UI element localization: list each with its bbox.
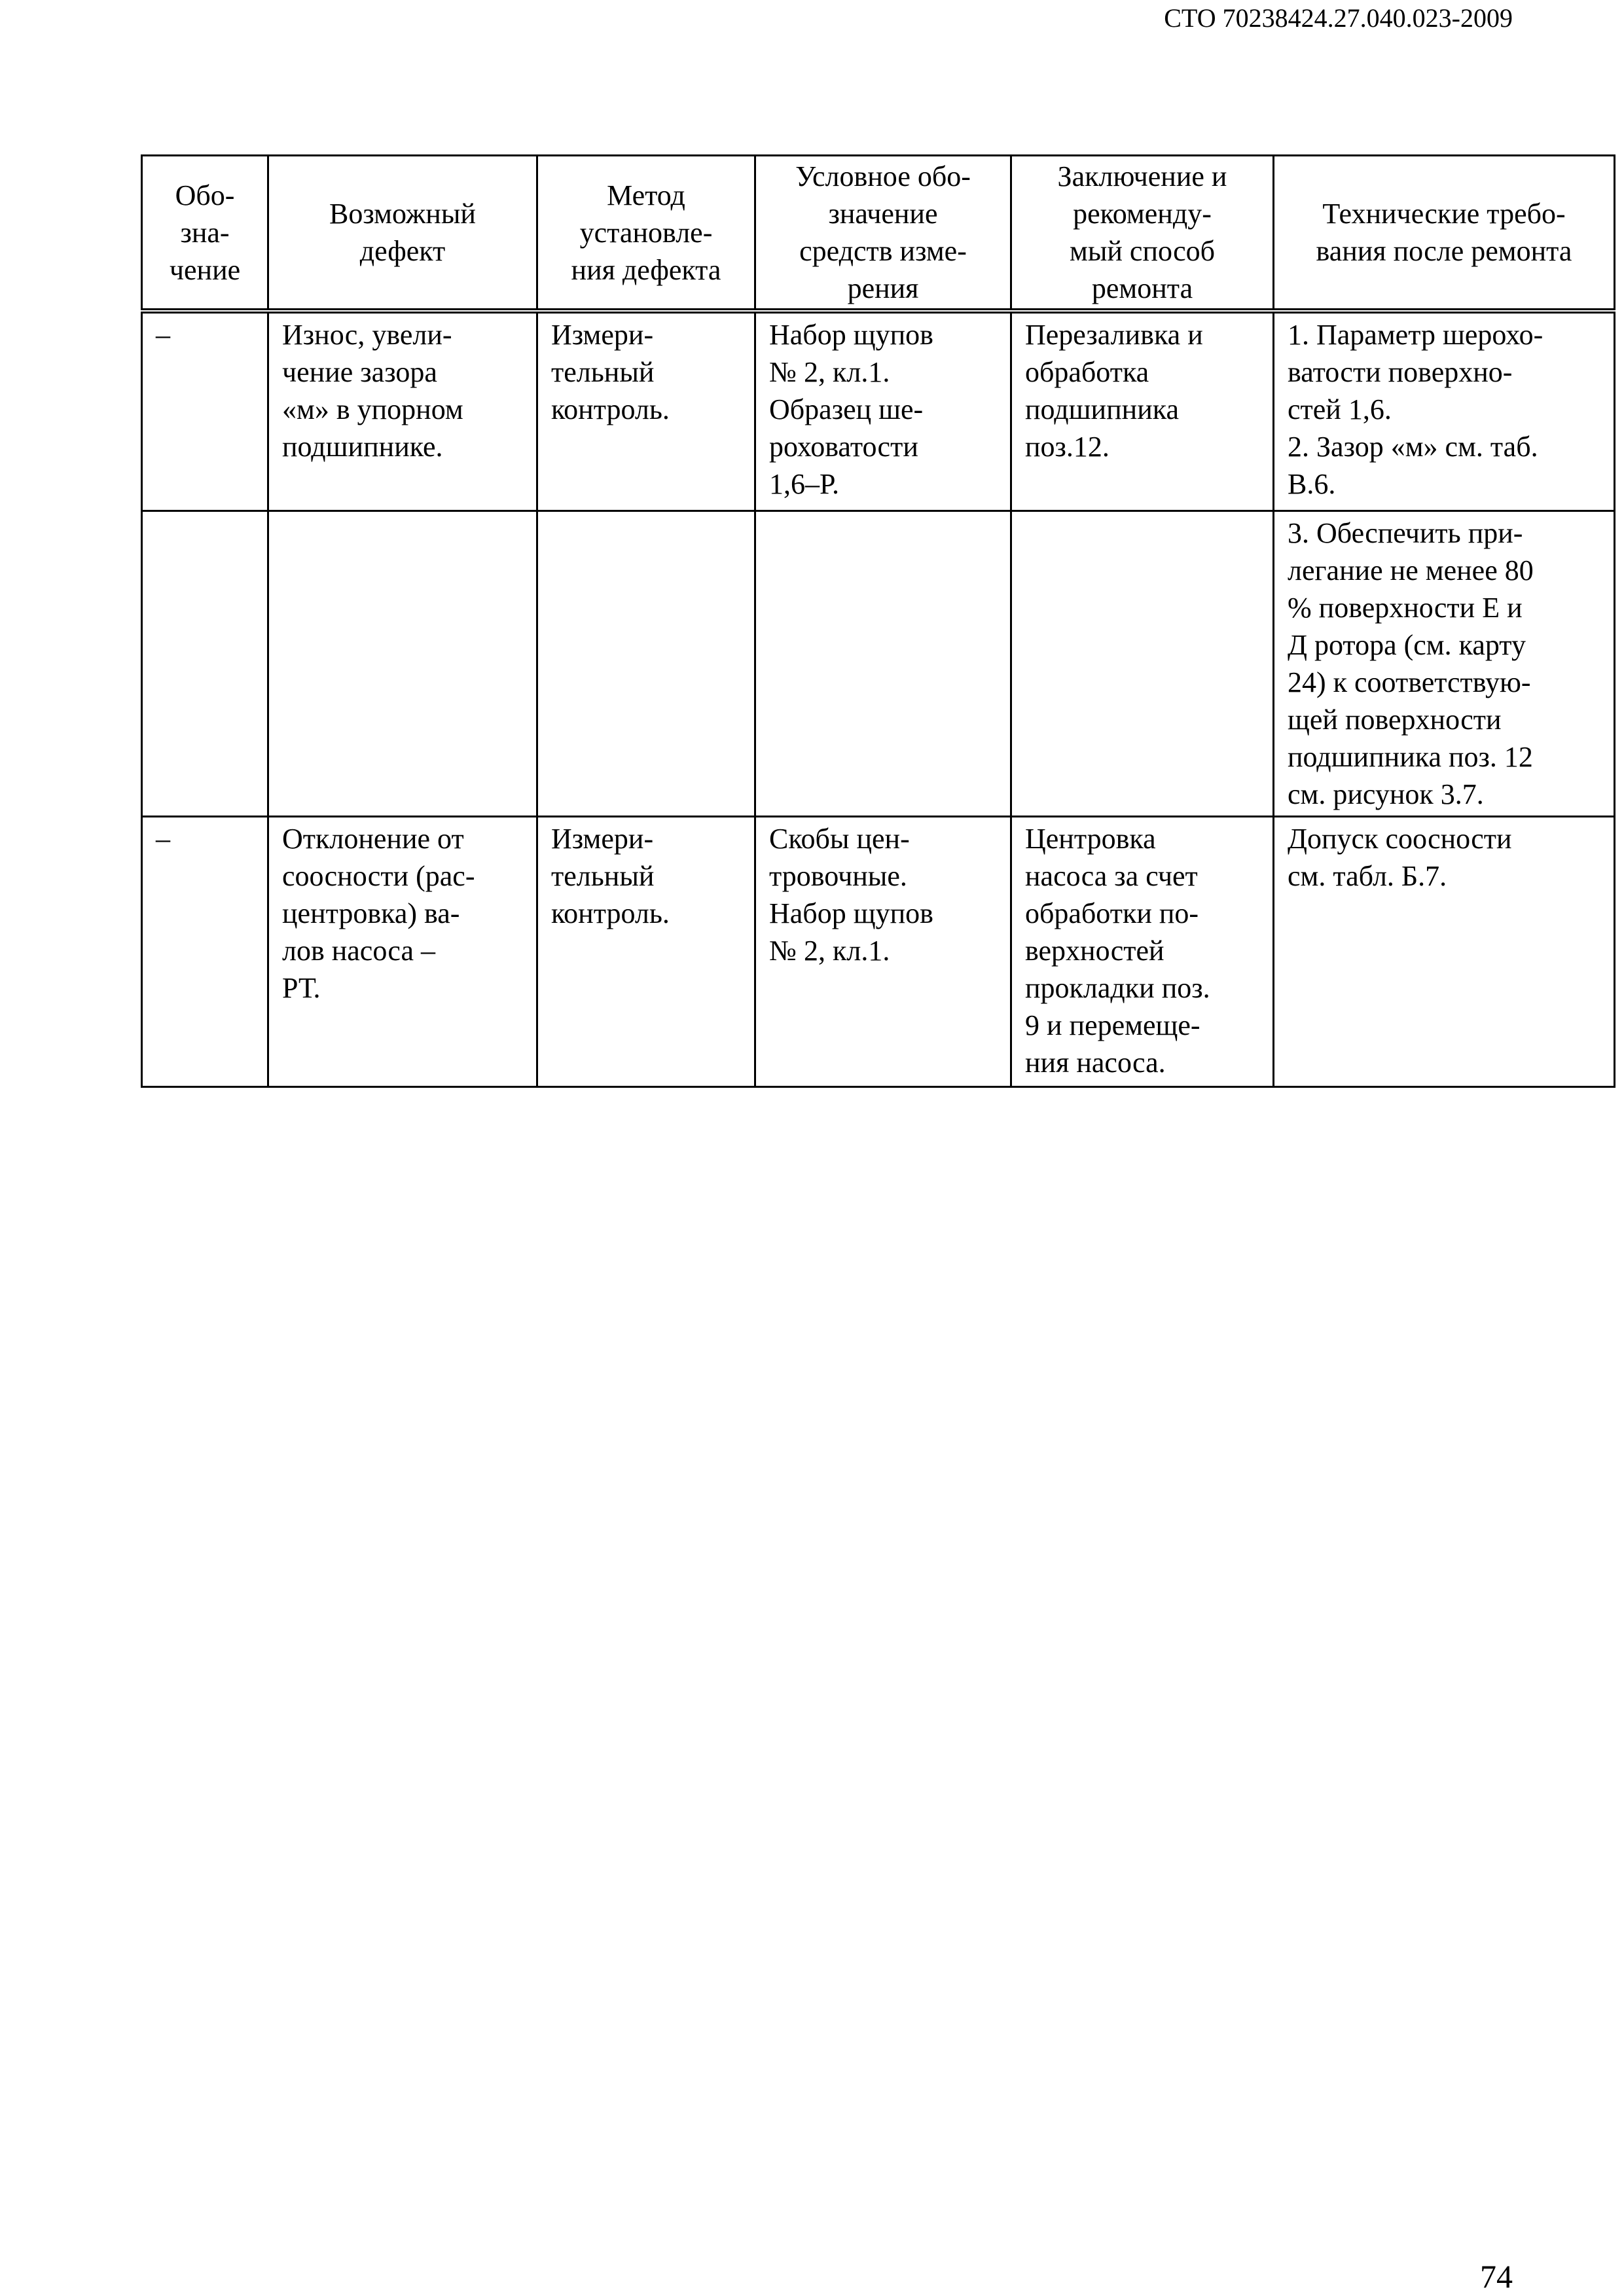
cell-instruments: Скобы цен- тровочные. Набор щупов № 2, кл.1.	[755, 817, 1011, 1087]
column-header-repair: Заключение и рекоменду- мый способ ремонта	[1011, 156, 1274, 312]
column-header-defect: Возможный дефект	[268, 156, 537, 312]
cell-method	[537, 511, 755, 817]
cell-repair: Центровка насоса за счет обработки по- верхностей прокладки поз. 9 и перемеще- ния насоса.	[1011, 817, 1274, 1087]
cell-method: Измери- тельный контроль.	[537, 817, 755, 1087]
cell-designation: –	[142, 311, 268, 511]
cell-instruments: Набор щупов № 2, кл.1. Образец ше- роховатости 1,6–Р.	[755, 311, 1011, 511]
cell-defect	[268, 511, 537, 817]
column-header-instruments: Условное обо- значение средств изме- рения	[755, 156, 1011, 312]
cell-requirements: 3. Обеспечить при- легание не менее 80 % поверхности Е и Д ротора (см. карту 24) к соответствую- щей поверхности подшипника поз. 12 см. рисунок 3.7.	[1274, 511, 1615, 817]
cell-repair	[1011, 511, 1274, 817]
column-header-requirements: Технические требо- вания после ремонта	[1274, 156, 1615, 312]
cell-instruments	[755, 511, 1011, 817]
cell-designation	[142, 511, 268, 817]
table-row	[142, 511, 1615, 817]
cell-requirements: 1. Параметр шерохо- ватости поверхно- стей 1,6. 2. Зазор «м» см. таб. В.6.	[1274, 311, 1615, 511]
table-header-row	[142, 156, 1615, 312]
cell-defect: Отклонение от соосности (рас- центровка) ва- лов насоса – РТ.	[268, 817, 537, 1087]
document-code: СТО 70238424.27.040.023-2009	[1164, 3, 1513, 33]
column-header-method: Метод установле- ния дефекта	[537, 156, 755, 312]
cell-repair: Перезаливка и обработка подшипника поз.12.	[1011, 311, 1274, 511]
table-row	[142, 817, 1615, 1087]
page-number: 74	[1480, 2258, 1513, 2295]
cell-designation: –	[142, 817, 268, 1087]
table-row	[142, 311, 1615, 511]
column-header-designation: Обо- зна- чение	[142, 156, 268, 312]
cell-method: Измери- тельный контроль.	[537, 311, 755, 511]
defects-table	[141, 154, 1615, 1088]
cell-defect: Износ, увели- чение зазора «м» в упорном подшипнике.	[268, 311, 537, 511]
cell-requirements: Допуск соосности см. табл. Б.7.	[1274, 817, 1615, 1087]
